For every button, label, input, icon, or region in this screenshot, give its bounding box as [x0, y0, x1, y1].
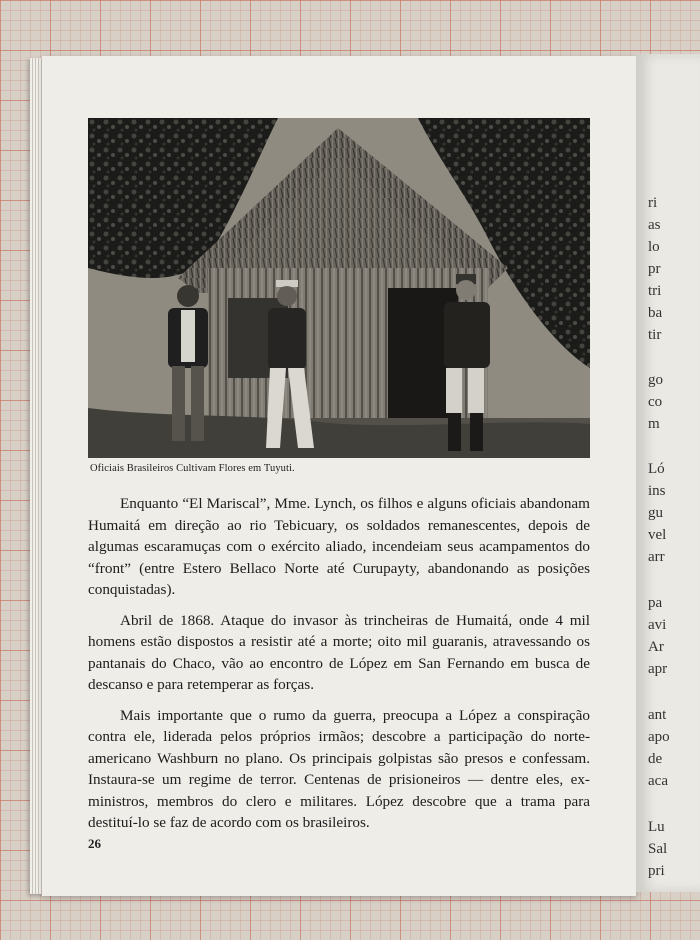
- text-fragment: ant: [648, 707, 667, 723]
- text-fragment: ba: [648, 305, 663, 321]
- right-page: [636, 54, 700, 892]
- text-fragment: tir: [648, 327, 662, 343]
- text-fragment: pri: [648, 863, 665, 879]
- text-fragment: pa: [648, 595, 663, 611]
- text-fragment: vel: [648, 527, 667, 543]
- paragraph: Abril de 1868. Ataque do invasor às trincheiras de Humaitá, onde 4 mil homens estão dispostos a resistir até a morte; oito mil guaranis, atravessando os pantanais do Chaco, vão ao encontro de López em San Fernando em busca de descanso e para retemperar as forças.: [88, 611, 590, 693]
- text-fragment: apo: [648, 729, 670, 745]
- photo-caption: Oficiais Brasileiros Cultivam Flores em Tuyuti.: [90, 463, 295, 474]
- text-fragment: lo: [648, 239, 660, 255]
- photo-illustration: [88, 118, 590, 458]
- text-fragment: ins: [648, 483, 666, 499]
- page-number: 26: [88, 836, 101, 851]
- text-fragment: avi: [648, 617, 667, 633]
- text-fragment: Lu: [648, 819, 665, 835]
- text-fragment: Sal: [648, 841, 668, 857]
- text-fragment: pr: [648, 261, 661, 277]
- text-fragment: co: [648, 394, 663, 410]
- text-fragment: as: [648, 217, 661, 233]
- text-fragment: m: [648, 416, 660, 432]
- text-fragment: gu: [648, 505, 663, 521]
- text-fragment: ri: [648, 195, 658, 211]
- historical-photo: [88, 118, 590, 458]
- text-fragment: go: [648, 372, 663, 388]
- paragraph: Mais importante que o rumo da guerra, preocupa a López a conspiração contra ele, liderada pelos próprios irmãos; descobre a participação do norte-americano Washburn no plano. Os principais golpistas são presos e confessam. Instaura-se um regime de terror. Centenas de prisioneiros — dentre eles, ex-ministros, membros do clero e militares. López descobre que a trama para destituí-lo se faz de acordo com os brasileiros.: [88, 706, 590, 831]
- text-fragment: de: [648, 751, 663, 767]
- text-fragment: Ar: [648, 639, 664, 655]
- body-text: [88, 493, 590, 843]
- text-fragment: apr: [648, 661, 668, 677]
- text-fragment: tri: [648, 283, 662, 299]
- text-fragment: arr: [648, 549, 665, 565]
- text-fragment: aca: [648, 773, 668, 789]
- text-fragment: Ló: [648, 461, 665, 477]
- paragraph: Enquanto “El Mariscal”, Mme. Lynch, os filhos e alguns oficiais abandonam Humaitá em direção ao rio Tebicuary, os soldados remanescentes, depois de algumas escaramuças com o exército aliado, incendeiam seus acampamentos do “front” (entre Estero Bellaco Norte até Curupayty, abandonando as posições conquistadas).: [88, 495, 590, 598]
